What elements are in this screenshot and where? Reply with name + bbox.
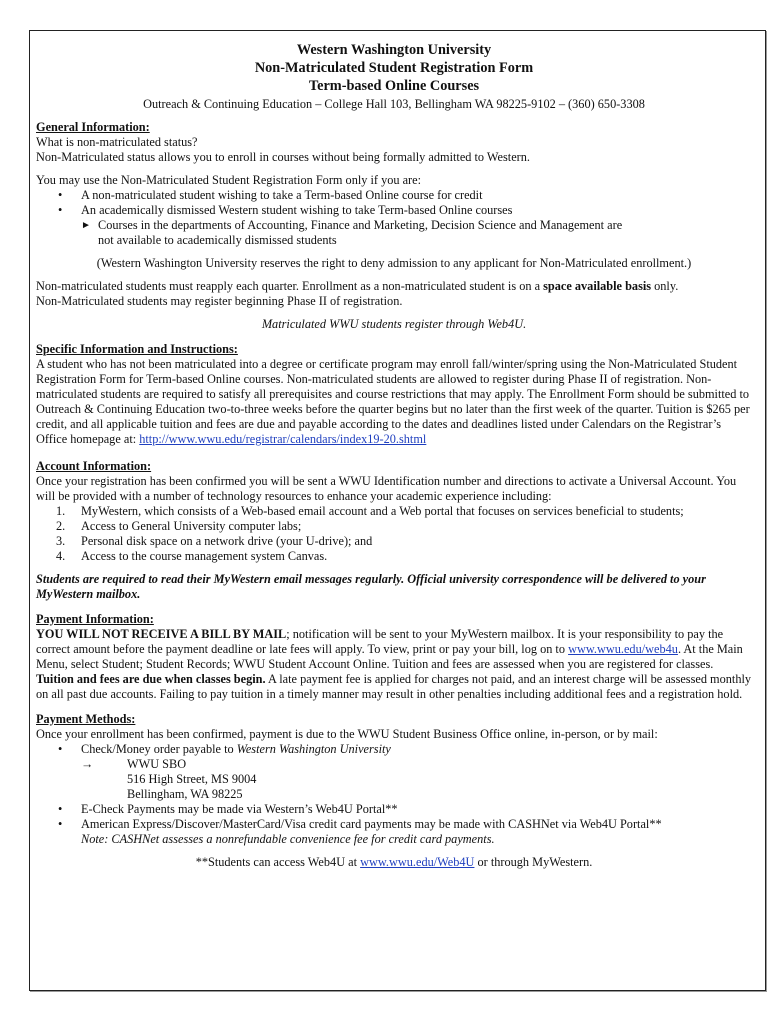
methods-heading: Payment Methods: (36, 712, 136, 726)
account-list (36, 504, 752, 564)
list-item: • American Express/Discover/MasterCard/Visa credit card payments may be made with CASHNet via Web4U Portal** (36, 817, 752, 832)
reserve-note: (Western Washington University reserves the right to deny admission to any applicant for Non-Matriculated enrollment.) (96, 256, 692, 270)
web4u-footer: **Students can access Web4U at www.wwu.edu/Web4U or through MyWestern. (195, 855, 593, 869)
list-item: • Check/Money order payable to Western Washington University (36, 742, 752, 757)
calendar-link[interactable]: http://www.wwu.edu/registrar/calendars/index19-20.shtml (139, 432, 427, 446)
contact-line: Outreach & Continuing Education – College Hall 103, Bellingham WA 98225-9102 – (360) 650-3308 (143, 97, 645, 111)
triangle-right-icon: ► (81, 220, 91, 231)
dismissed-restriction: ► Courses in the departments of Accounting, Finance and Marketing, Decision Science and Management are (81, 218, 623, 232)
list-item: 1. MyWestern, which consists of a Web-based email account and a Web portal that focuses on services beneficial to students; (56, 504, 684, 518)
dismissed-restriction-cont: not available to academically dismissed students (98, 233, 337, 247)
mail-address-street: 516 High Street, MS 9004 (127, 772, 257, 786)
methods-intro: Once your enrollment has been confirmed, payment is due to the WWU Student Business Office online, in-person, or by mail: (36, 727, 658, 741)
general-answer: Non-Matriculated status allows you to enroll in courses without being formally admitted to Western. (36, 150, 530, 164)
list-item: • E-Check Payments may be made via Western’s Web4U Portal** (36, 802, 752, 817)
mail-address-city: Bellingham, WA 98225 (127, 787, 243, 801)
account-heading: Account Information: (36, 459, 152, 473)
form-document (36, 41, 752, 870)
list-item: 3. Personal disk space on a network drive (your U-drive); and (56, 534, 373, 548)
payment-body: YOU WILL NOT RECEIVE A BILL BY MAIL; notification will be sent to your MyWestern mailbox. It is your responsibility to pay the correct amount before the payment deadline or late fees will apply. To view, print or pay your bill, log on to www.wwu.edu/web4u. At the Main Menu, select Student; Student Records; WWU Student Account Online. Tuition and fees are assessed when you are registered for classes. Tuition and fees are due when classes begin. A late payment fee is applied for charges not paid, and an interest charge will be assessed monthly on all past due accounts. Failing to pay tuition in a timely manner may result in other penalties including additional fees and a registration hold. (36, 627, 752, 701)
web4u-link[interactable]: www.wwu.edu/web4u (568, 642, 678, 656)
methods-list-2 (36, 802, 752, 832)
arrow-right-icon: → (81, 757, 94, 771)
mail-address-line: → WWU SBO (81, 757, 187, 771)
methods-list-1 (36, 742, 752, 757)
eligibility-list (36, 188, 752, 218)
list-item: • An academically dismissed Western student wishing to take Term-based Online courses (36, 203, 752, 218)
web4u-footer-link[interactable]: www.wwu.edu/Web4U (360, 855, 475, 869)
payment-heading: Payment Information: (36, 612, 154, 626)
cashnet-note: Note: CASHNet assesses a nonrefundable convenience fee for credit card payments. (81, 832, 495, 846)
eligibility-intro: You may use the Non-Matriculated Student Registration Form only if you are: (36, 173, 422, 187)
list-item: 4. Access to the course management system Canvas. (56, 549, 328, 563)
general-question: What is non-matriculated status? (36, 135, 198, 149)
title-form: Non-Matriculated Student Registration Form (254, 60, 534, 76)
title-university: Western Washington University (296, 42, 492, 58)
list-item: 2. Access to General University computer labs; (56, 519, 302, 533)
list-item: • A non-matriculated student wishing to take a Term-based Online course for credit (36, 188, 752, 203)
specific-heading: Specific Information and Instructions: (36, 342, 238, 356)
general-heading: General Information: (36, 120, 150, 134)
email-notice: Students are required to read their MyWestern email messages regularly. Official university correspondence will be delivered to your MyWestern mailbox. (36, 572, 706, 601)
reapply-text: Non-matriculated students must reapply each quarter. Enrollment as a non-matriculated student is on a space available basis only. (36, 279, 679, 293)
specific-body: A student who has not been matriculated into a degree or certificate program may enroll fall/winter/spring using the Non-Matriculated Student Registration Form for Term-based Online courses. Non-matriculated students are allowed to register during Phase II of registration. Non-matriculated students are required to satisfy all prerequisites and course restrictions that may apply. The Enrollment Form should be submitted to Outreach & Continuing Education two-to-three weeks before the quarter begins but no later than the first week of the quarter. Tuition is $265 per credit, and all applicable tuition and fees are due and payable according to the dates and deadlines listed under Calendars on the Registrar’s Office homepage at: http://www.wwu.edu/registrar/calendars/index19-20.shtml (36, 357, 750, 446)
web4u-note: Matriculated WWU students register through Web4U. (261, 317, 527, 331)
account-intro: Once your registration has been confirmed you will be sent a WWU Identification number and directions to activate a Universal Account. You will be provided with a number of technology resources to enhance your academic experience including: (36, 474, 737, 503)
phase-text: Non-Matriculated students may register beginning Phase II of registration. (36, 294, 403, 308)
title-courses: Term-based Online Courses (308, 78, 480, 94)
